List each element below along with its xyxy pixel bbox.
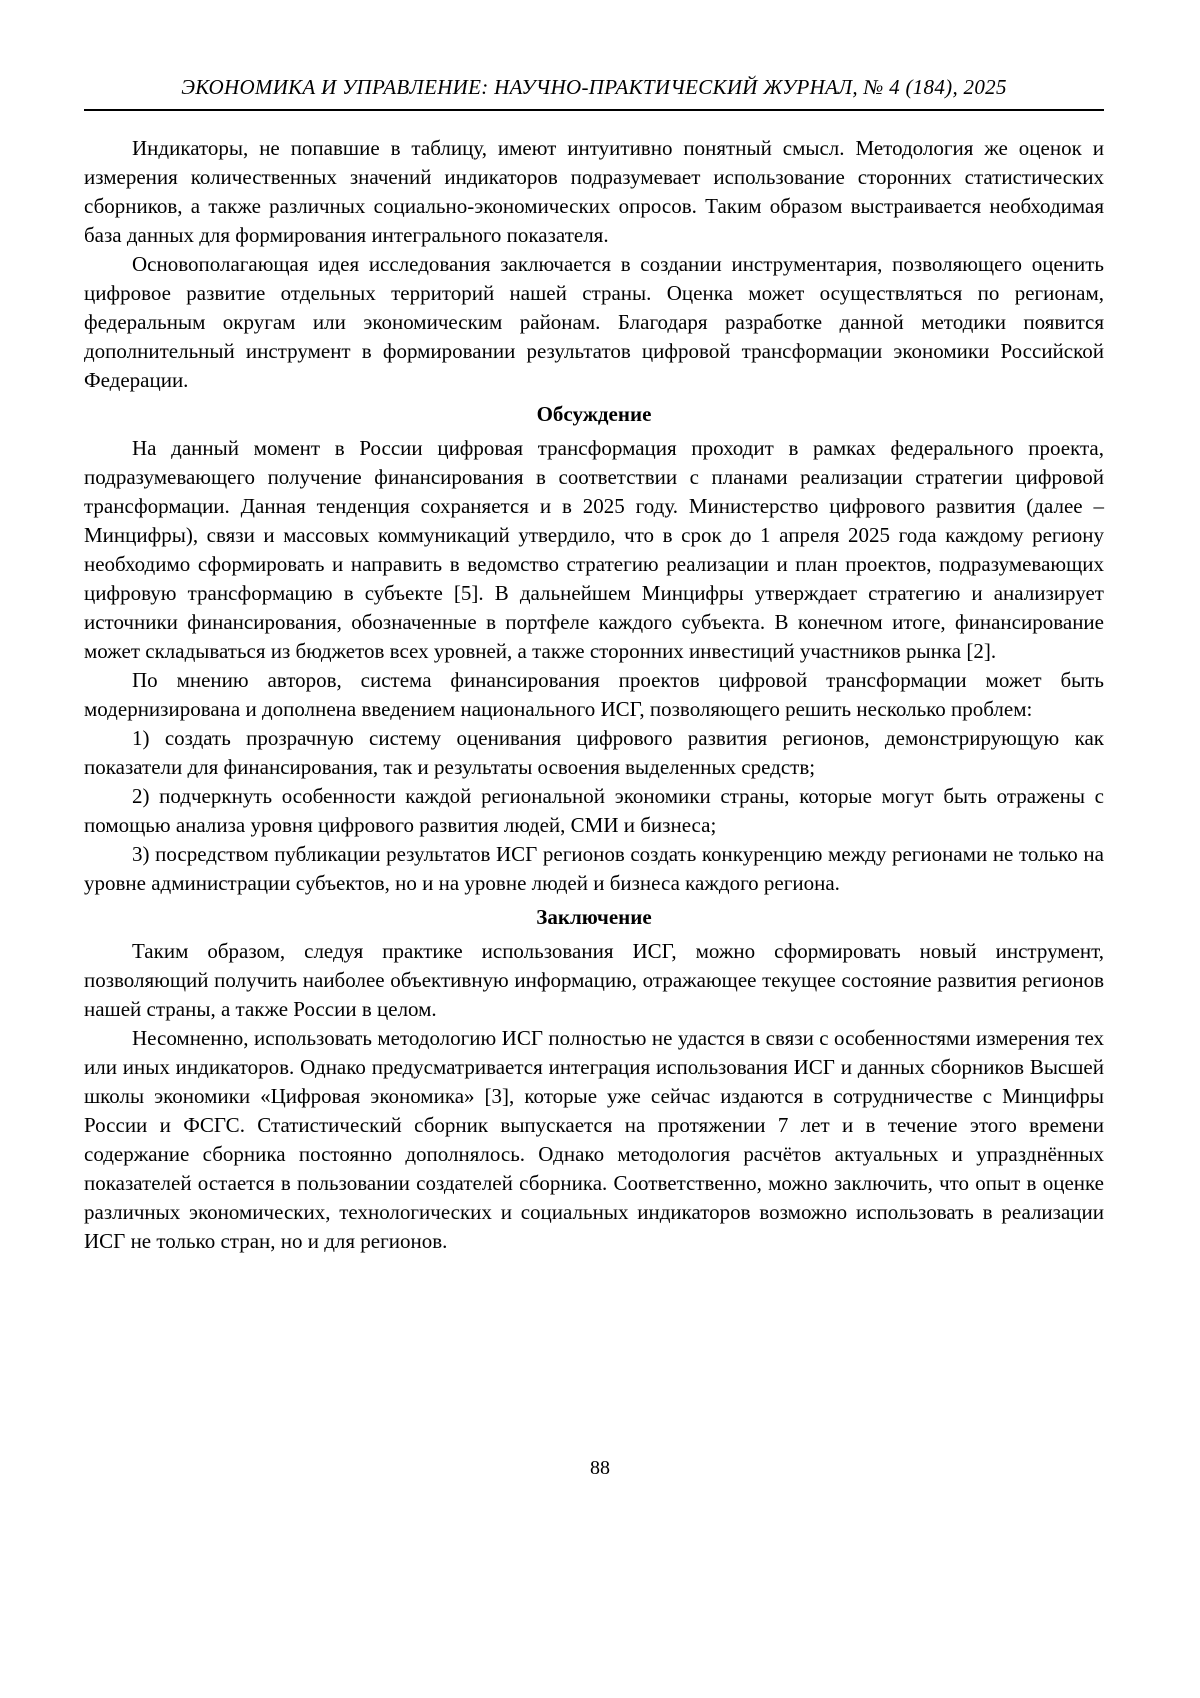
list-item-regional-economy: 2) подчеркнуть особенности каждой региональной экономики страны, которые могут быть отражены с помощью анализа уровня цифрового развития людей, СМИ и бизнеса; bbox=[84, 784, 1104, 837]
page-header bbox=[84, 74, 1104, 111]
paragraph-indicators-methodology: Индикаторы, не попавшие в таблицу, имеют интуитивно понятный смысл. Методология же оценок и измерения количественных значений индикаторов подразумевает использование сторонних статистических сборников, а также различных социально-экономических опросов. Таким образом выстраивается необходимая база данных для формирования интегрального показателя. bbox=[84, 136, 1104, 247]
paragraph-authors-opinion: По мнению авторов, система финансирования проектов цифровой трансформации может быть модернизирована и дополнена введением национального ИСГ, позволяющего решить несколько проблем: bbox=[84, 668, 1104, 721]
paragraph-new-instrument: Таким образом, следуя практике использования ИСГ, можно сформировать новый инструмент, позволяющий получить наиболее объективную информацию, отражающее текущее состояние развития регионов нашей страны, а также России в целом. bbox=[84, 939, 1104, 1021]
paragraph-hse-integration: Несомненно, использовать методологию ИСГ полностью не удастся в связи с особенностями измерения тех или иных индикаторов. Однако предусматривается интеграция использования ИСГ и данных сборников Высшей школы экономики «Цифровая экономика» [3], которые уже сейчас издаются в сотрудничестве с Минцифры России и ФСГС. Статистический сборник выпускается на протяжении 7 лет и в течение этого времени содержание сборника постоянно дополнялось. Однако методология расчётов актуальных и упразднённых показателей остается в пользовании создателей сборника. Соответственно, можно заключить, что опыт в оценке различных экономических, технологических и социальных индикаторов возможно использовать в реализации ИСГ не только стран, но и для регионов. bbox=[84, 1026, 1104, 1253]
list-item-transparent-system: 1) создать прозрачную систему оценивания цифрового развития регионов, демонстрирующую как показатели для финансирования, так и результаты освоения выделенных средств; bbox=[84, 726, 1104, 779]
paragraph-core-research-idea: Основополагающая идея исследования заключается в создании инструментария, позволяющего оценить цифровое развитие отдельных территорий нашей страны. Оценка может осуществляться по регионам, федеральным округам или экономическим районам. Благодаря разработке данной методики появится дополнительный инструмент в формировании результатов цифровой трансформации экономики Российской Федерации. bbox=[84, 252, 1104, 392]
section-heading-discussion: Обсуждение bbox=[536, 402, 652, 426]
page-number: 88 bbox=[590, 1457, 610, 1479]
article-body bbox=[84, 134, 1104, 1256]
header-rule bbox=[84, 109, 1104, 111]
paragraph-federal-project: На данный момент в России цифровая трансформация проходит в рамках федерального проекта, подразумевающего получение финансирования в соответствии с планами реализации стратегии цифровой трансформации. Данная тенденция сохраняется и в 2025 году. Министерство цифрового развития (далее – Минцифры), связи и массовых коммуникаций утвердило, что в срок до 1 апреля 2025 года каждому региону необходимо сформировать и направить в ведомство стратегию реализации и план проектов, подразумевающих цифровую трансформацию в субъекте [5]. В дальнейшем Минцифры утверждает стратегию и анализирует источники финансирования, обозначенные в портфеле каждого субъекта. В конечном итоге, финансирование может складываться из бюджетов всех уровней, а также сторонних инвестиций участников рынка [2]. bbox=[84, 436, 1104, 663]
section-heading-conclusion: Заключение bbox=[536, 905, 652, 929]
journal-title: ЭКОНОМИКА И УПРАВЛЕНИЕ: НАУЧНО-ПРАКТИЧЕСКИЙ ЖУРНАЛ, № 4 (184), 2025 bbox=[181, 75, 1007, 99]
list-item-competition: 3) посредством публикации результатов ИСГ регионов создать конкуренцию между регионами не только на уровне администрации субъектов, но и на уровне людей и бизнеса каждого региона. bbox=[84, 842, 1104, 895]
page-footer bbox=[0, 1455, 1200, 1481]
